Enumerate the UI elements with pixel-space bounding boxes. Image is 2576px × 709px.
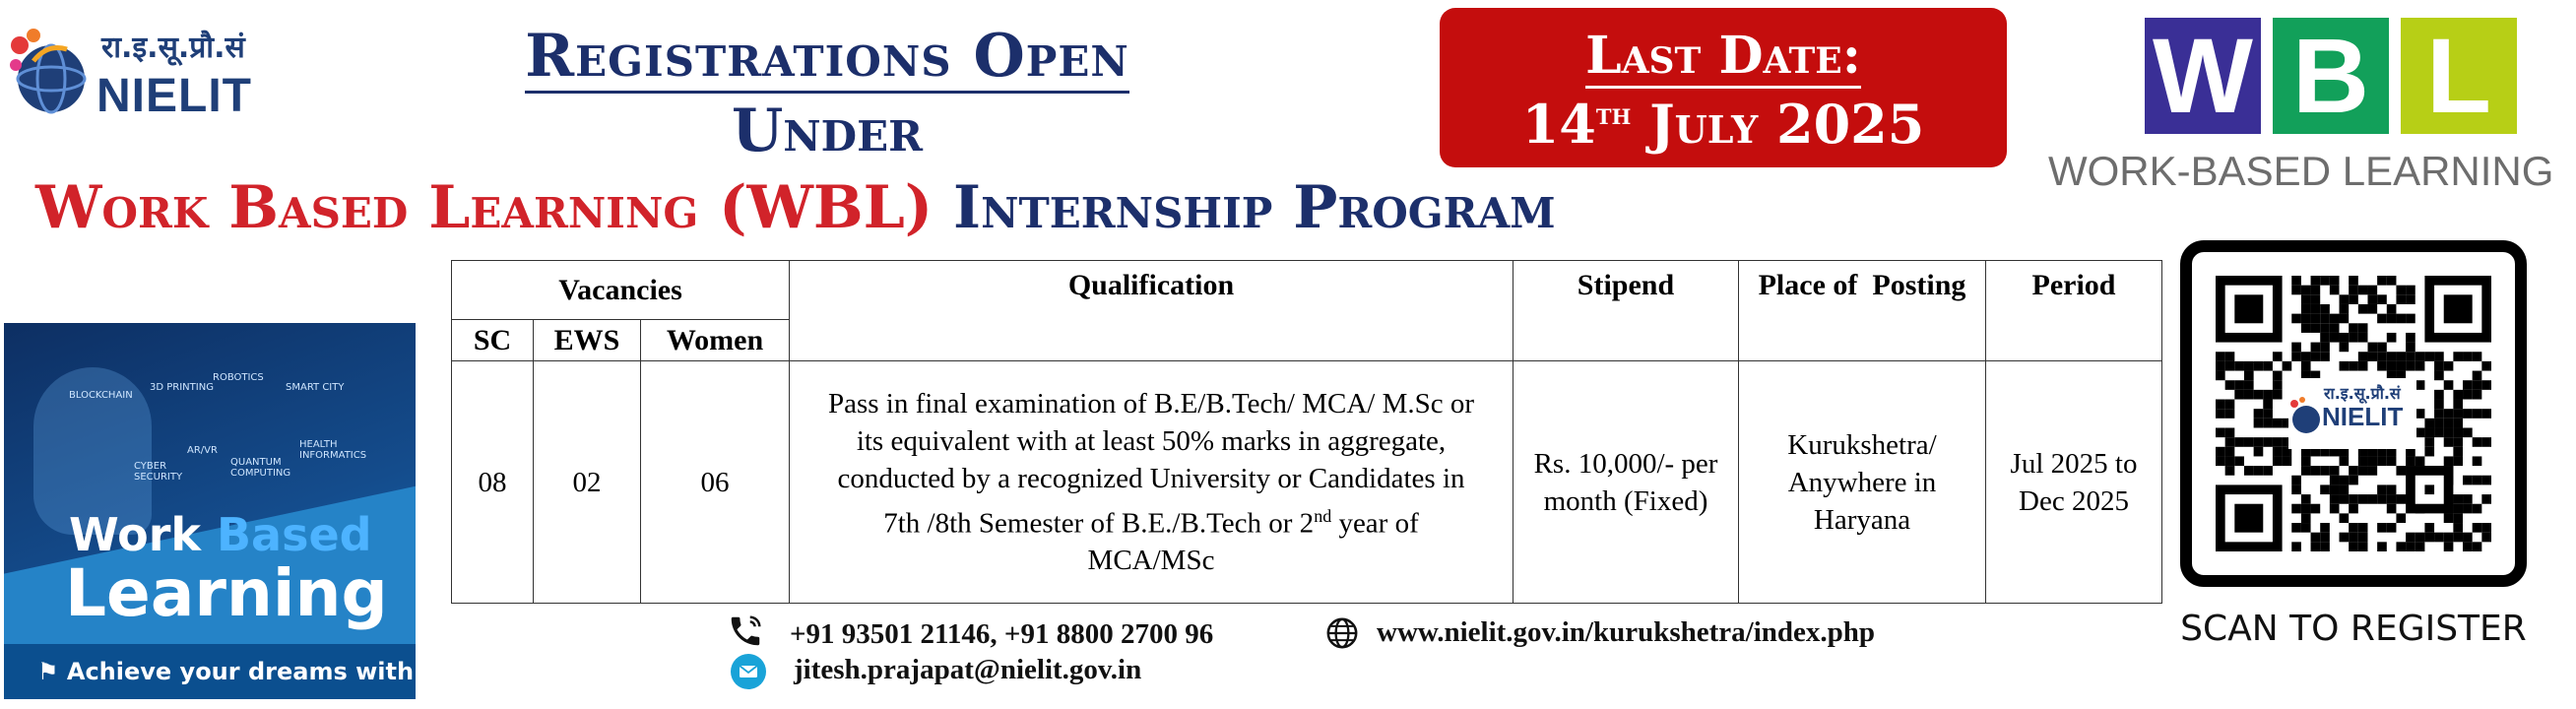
nielit-globe-icon xyxy=(8,22,98,120)
last-date-banner xyxy=(1440,8,2007,167)
scan-to-register-label: SCAN TO REGISTER xyxy=(2180,609,2527,649)
wbl-poster-image xyxy=(4,323,416,699)
email-link[interactable]: jitesh.prajapat@nielit.gov.in xyxy=(794,654,1142,685)
cell-sc: 08 xyxy=(452,361,534,604)
tech-label: HEALTH INFORMATICS xyxy=(299,439,367,461)
email-icon xyxy=(731,654,766,689)
tech-label: QUANTUM COMPUTING xyxy=(230,457,291,479)
nielit-logo xyxy=(8,18,254,126)
nielit-globe-icon xyxy=(2288,396,2324,435)
header-women: Women xyxy=(641,320,790,361)
cell-ews: 02 xyxy=(534,361,641,604)
headline-internship-blue: Internship Program xyxy=(953,173,1556,242)
vacancy-table xyxy=(451,260,2162,604)
header-stipend: Stipend xyxy=(1513,261,1739,361)
website-link[interactable]: www.nielit.gov.in/kurukshetra/index.php xyxy=(1377,616,1876,648)
tech-label: SMART CITY xyxy=(286,382,345,393)
tech-label: AR/VR xyxy=(187,445,218,456)
phone-icon xyxy=(727,612,764,655)
tech-label: BLOCKCHAIN xyxy=(69,390,133,401)
globe-icon xyxy=(1325,616,1359,655)
qr-center-logo: रा.इ.सू.प्रौ.सं NIELIT xyxy=(2288,378,2416,449)
header-vacancies: Vacancies xyxy=(452,261,790,320)
last-date-label: Last Date: xyxy=(1585,26,1861,89)
headline-wbl-red: Work Based Learning (WBL) xyxy=(35,173,934,242)
poster-title-line1: Work Based xyxy=(69,508,372,561)
header-qualification: Qualification xyxy=(790,261,1513,361)
wbl-logo xyxy=(2048,18,2570,205)
poster-tagline: ⚑ Achieve your dreams with xyxy=(4,644,416,699)
cell-period: Jul 2025 to Dec 2025 xyxy=(1986,361,2162,604)
poster-title-line2: Learning xyxy=(65,555,388,631)
last-date-value: 14th July 2025 xyxy=(1521,93,1925,156)
nielit-hindi-name: रा.इ.सू.प्रौ.सं xyxy=(101,31,245,65)
cell-stipend: Rs. 10,000/- per month (Fixed) xyxy=(1513,361,1739,604)
table-row xyxy=(452,361,2162,604)
headline-under: Under xyxy=(731,97,924,165)
wbl-letter-w: W xyxy=(2145,18,2261,134)
wbl-letter-b: B xyxy=(2273,18,2389,134)
nielit-logo-text: NIELIT xyxy=(97,70,252,122)
header-period: Period xyxy=(1986,261,2162,361)
headline-program xyxy=(35,173,1556,242)
wbl-caption: WORK-BASED LEARNING xyxy=(2048,148,2554,194)
cell-qualification: Pass in final examination of B.E/B.Tech/ MCA/ M.Sc or its equivalent with at least 50% marks in aggregate, conducted by a recognized University or Candidates in 7th /8th Semester of B.E./B.Tech or 2nd year of MCA/MSc xyxy=(790,361,1513,604)
header-place-of-posting: Place of Posting xyxy=(1739,261,1986,361)
wbl-letter-l: L xyxy=(2401,18,2517,134)
tech-label: CYBER SECURITY xyxy=(134,461,183,483)
tech-label: 3D PRINTING xyxy=(150,382,214,393)
date-suffix: th xyxy=(1595,97,1632,132)
headline-registrations-open: Registrations Open xyxy=(492,22,1162,91)
cell-women: 06 xyxy=(641,361,790,604)
header-sc: SC xyxy=(452,320,534,361)
phone-numbers: +91 93501 21146, +91 8800 2700 96 xyxy=(790,618,1214,650)
qr-code[interactable] xyxy=(2180,240,2527,587)
header-ews: EWS xyxy=(534,320,641,361)
cell-place: Kurukshetra/ Anywhere in Haryana xyxy=(1739,361,1986,604)
tech-label: ROBOTICS xyxy=(213,372,264,383)
